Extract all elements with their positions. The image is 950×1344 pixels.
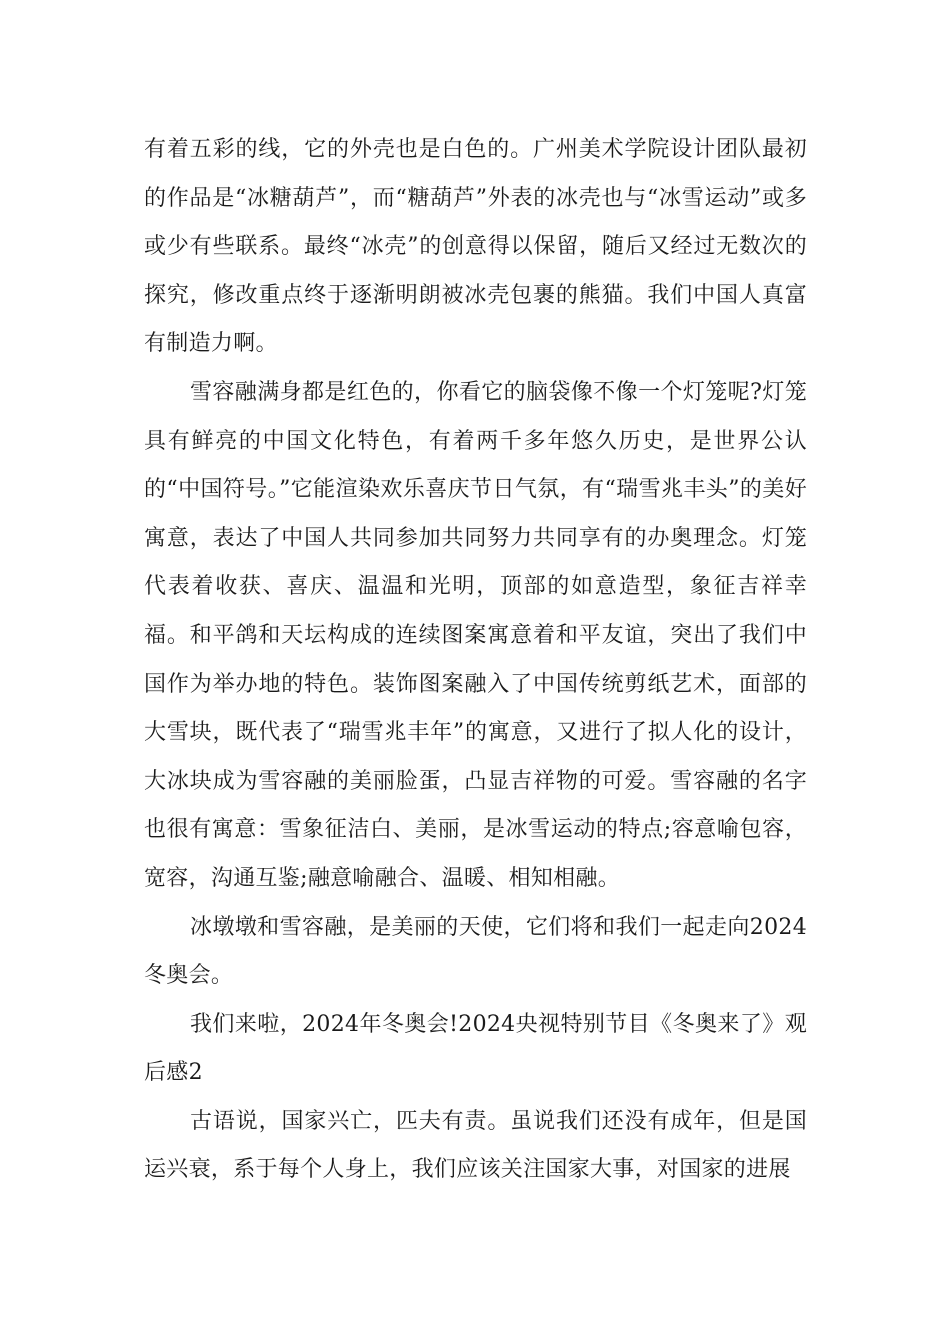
document-page <box>144 126 807 1195</box>
paragraph-4: 我们来啦，2024年冬奥会!2024央视特别节目《冬奥来了》观后感2 <box>144 1011 807 1086</box>
paragraph-1: 有着五彩的线，它的外壳也是白色的。广州美术学院设计团队最初的作品是“冰糖葫芦”，而“糖葫芦”外表的冰壳也与“冰雪运动”或多或少有些联系。最终“冰壳”的创意得以保留，随后又经过无数次的探究，修改重点终于逐渐明朗被冰壳包裹的熊猫。我们中国人真富有制造力啊。 <box>144 137 807 357</box>
paragraph-3: 冰墩墩和雪容融，是美丽的天使，它们将和我们一起走向2024冬奥会。 <box>144 914 807 989</box>
paragraph-5: 古语说，国家兴亡，匹夫有责。虽说我们还没有成年，但是国运兴衰，系于每个人身上，我们应该关注国家大事，对国家的进展 <box>144 1108 807 1183</box>
paragraph-2: 雪容融满身都是红色的，你看它的脑袋像不像一个灯笼呢?灯笼具有鲜亮的中国文化特色，有着两千多年悠久历史，是世界公认的“中国符号。”它能渲染欢乐喜庆节日气氛，有“瑞雪兆丰头”的美好寓意，表达了中国人共同参加共同努力共同享有的办奥理念。灯笼代表着收获、喜庆、温温和光明，顶部的如意造型，象征吉祥幸福。和平鸽和天坛构成的连续图案寓意着和平友谊，突出了我们中国作为举办地的特色。装饰图案融入了中国传统剪纸艺术，面部的大雪块，既代表了“瑞雪兆丰年”的寓意，又进行了拟人化的设计，大冰块成为雪容融的美丽脸蛋，凸显吉祥物的可爱。雪容融的名字也很有寓意：雪象征洁白、美丽，是冰雪运动的特点;容意喻包容，宽容，沟通互鉴;融意喻融合、温暖、相知相融。 <box>144 379 807 891</box>
